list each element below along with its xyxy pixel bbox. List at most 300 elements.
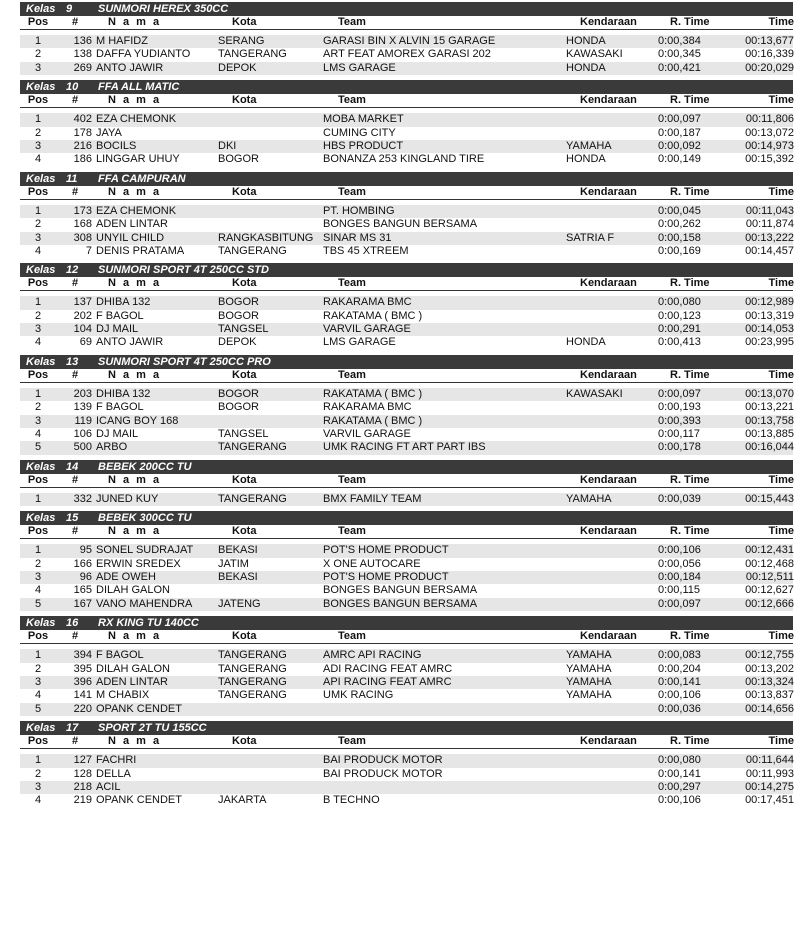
- cell-kendaraan: SATRIA F: [566, 231, 615, 244]
- cell-rtime: 0:00,115: [658, 584, 701, 597]
- header-pos: Pos: [27, 277, 49, 290]
- cell-num: 167: [73, 597, 92, 610]
- header-pos: Pos: [27, 735, 49, 748]
- cell-pos: 3: [34, 780, 42, 793]
- cell-rtime: 0:00,097: [658, 113, 701, 126]
- cell-team: POT'S HOME PRODUCT: [323, 544, 449, 557]
- cell-kota: DKI: [218, 139, 237, 152]
- class-label: Kelas: [26, 3, 56, 15]
- cell-num: 95: [79, 544, 92, 557]
- cell-pos: 1: [34, 754, 42, 767]
- class-title-bar: [20, 616, 793, 630]
- class-name: FFA CAMPURAN: [98, 172, 186, 185]
- cell-team: RAKATAMA ( BMC ): [323, 387, 423, 400]
- cell-num: 202: [73, 309, 92, 322]
- cell-pos: 3: [34, 61, 42, 74]
- cell-num: 166: [73, 557, 92, 570]
- class-number: 12: [66, 264, 79, 277]
- class-number: 10: [66, 81, 79, 94]
- result-row: [20, 310, 793, 323]
- cell-rtime: 0:00,056: [658, 557, 701, 570]
- header-time: Time: [768, 525, 794, 538]
- result-row: [20, 754, 793, 767]
- cell-rtime: 0:00,106: [658, 689, 701, 702]
- cell-rtime: 0:00,036: [658, 702, 701, 715]
- result-row: [20, 768, 793, 781]
- class-block: [20, 616, 793, 716]
- cell-pos: 2: [34, 767, 42, 780]
- cell-pos: 1: [34, 35, 42, 47]
- cell-num: 396: [73, 675, 92, 688]
- header-name: N a m a: [108, 368, 162, 381]
- class-name: FFA ALL MATIC: [98, 81, 180, 94]
- cell-kota: TANGERANG: [218, 48, 287, 61]
- cell-pos: 1: [34, 544, 42, 557]
- cell-pos: 1: [34, 387, 42, 400]
- cell-kota: BOGOR: [218, 309, 259, 322]
- header-rtime: R. Time: [670, 735, 710, 748]
- cell-name: M CHABIX: [96, 689, 150, 702]
- class-title-bar: [20, 460, 793, 474]
- cell-num: 139: [73, 401, 92, 414]
- cell-pos: 1: [34, 204, 42, 217]
- cell-kota: TANGERANG: [218, 441, 287, 454]
- cell-rtime: 0:00,117: [658, 428, 701, 441]
- cell-name: EZA CHEMONK: [96, 204, 177, 217]
- cell-name: OPANK CENDET: [96, 794, 182, 807]
- header-rtime: R. Time: [670, 185, 710, 198]
- cell-time: 00:12,666: [745, 597, 794, 610]
- result-row: [20, 493, 793, 506]
- result-row: [20, 544, 793, 557]
- cell-team: ART FEAT AMOREX GARASI 202: [323, 48, 491, 61]
- header-kota: Kota: [232, 16, 257, 28]
- cell-name: ADE OWEH: [96, 570, 156, 583]
- class-name: SPORT 2T TU 155CC: [98, 722, 207, 735]
- header-team: Team: [338, 16, 366, 28]
- class-label: Kelas: [26, 722, 56, 735]
- cell-team: B TECHNO: [323, 794, 380, 807]
- cell-num: 500: [73, 441, 92, 454]
- cell-name: DJ MAIL: [96, 323, 139, 336]
- class-name: SUNMORI HEREX 350CC: [98, 3, 229, 15]
- cell-name: DJ MAIL: [96, 428, 139, 441]
- result-row: [20, 113, 793, 126]
- result-row: [20, 323, 793, 336]
- cell-time: 00:13,677: [745, 35, 794, 47]
- header-team: Team: [338, 277, 366, 290]
- cell-num: 138: [73, 48, 92, 61]
- cell-name: ARBO: [96, 441, 128, 454]
- result-row: [20, 558, 793, 571]
- cell-name: DELLA: [96, 767, 131, 780]
- class-block: [20, 2, 793, 75]
- cell-time: 00:16,339: [745, 48, 794, 61]
- cell-time: 00:17,451: [745, 794, 794, 807]
- cell-num: 218: [73, 780, 92, 793]
- cell-time: 00:13,758: [745, 414, 794, 427]
- cell-rtime: 0:00,080: [658, 754, 701, 767]
- cell-kendaraan: KAWASAKI: [566, 387, 623, 400]
- cell-time: 00:11,874: [745, 218, 794, 231]
- cell-name: DILAH GALON: [96, 584, 170, 597]
- header-time: Time: [768, 630, 794, 643]
- cell-team: API RACING FEAT AMRC: [323, 675, 452, 688]
- header-num: #: [71, 185, 79, 198]
- cell-time: 00:16,044: [745, 441, 794, 454]
- header-kota: Kota: [232, 473, 257, 486]
- cell-team: BMX FAMILY TEAM: [323, 492, 422, 505]
- cell-kota: TANGSEL: [218, 428, 269, 441]
- class-block: [20, 80, 793, 167]
- header-rtime: R. Time: [670, 277, 710, 290]
- cell-team: RAKARAMA BMC: [323, 401, 412, 414]
- cell-name: JUNED KUY: [96, 492, 159, 505]
- header-rtime: R. Time: [670, 94, 710, 107]
- class-title-bar: [20, 721, 793, 735]
- class-title-bar: [20, 80, 793, 94]
- cell-num: 168: [73, 218, 92, 231]
- cell-kota: BOGOR: [218, 401, 259, 414]
- class-title-bar: [20, 2, 793, 16]
- cell-team: BONGES BANGUN BERSAMA: [323, 597, 478, 610]
- cell-rtime: 0:00,141: [658, 767, 701, 780]
- header-kendaraan: Kendaraan: [580, 735, 637, 748]
- cell-rtime: 0:00,187: [658, 126, 701, 139]
- cell-num: 308: [73, 231, 92, 244]
- column-header: [20, 630, 793, 644]
- cell-pos: 3: [34, 675, 42, 688]
- cell-name: ERWIN SREDEX: [96, 557, 181, 570]
- cell-time: 00:12,431: [745, 544, 794, 557]
- cell-kota: BEKASI: [218, 570, 258, 583]
- header-num: #: [71, 16, 79, 28]
- cell-rtime: 0:00,184: [658, 570, 701, 583]
- cell-time: 00:12,511: [745, 570, 794, 583]
- cell-name: ADEN LINTAR: [96, 675, 168, 688]
- class-label: Kelas: [26, 355, 56, 368]
- result-row: [20, 794, 793, 807]
- cell-kota: DEPOK: [218, 336, 257, 349]
- class-name: BEBEK 300CC TU: [98, 512, 192, 525]
- cell-pos: 3: [34, 570, 42, 583]
- cell-num: 96: [79, 570, 92, 583]
- cell-pos: 4: [34, 689, 42, 702]
- class-name: BEBEK 200CC TU: [98, 460, 192, 473]
- cell-name: JAYA: [96, 126, 122, 139]
- cell-time: 00:13,885: [745, 428, 794, 441]
- cell-time: 00:13,221: [745, 401, 794, 414]
- header-kendaraan: Kendaraan: [580, 630, 637, 643]
- class-number: 15: [66, 512, 79, 525]
- header-kota: Kota: [232, 94, 257, 107]
- cell-name: ICANG BOY 168: [96, 414, 179, 427]
- cell-time: 00:14,053: [745, 323, 794, 336]
- cell-num: 186: [73, 153, 92, 166]
- cell-name: DHIBA 132: [96, 387, 151, 400]
- cell-pos: 1: [34, 113, 42, 126]
- cell-name: DHIBA 132: [96, 296, 151, 309]
- cell-team: RAKATAMA ( BMC ): [323, 414, 423, 427]
- header-kota: Kota: [232, 735, 257, 748]
- cell-time: 00:14,457: [745, 244, 794, 257]
- cell-time: 00:23,995: [745, 336, 794, 349]
- class-label: Kelas: [26, 264, 56, 277]
- header-num: #: [71, 525, 79, 538]
- cell-rtime: 0:00,045: [658, 204, 701, 217]
- cell-time: 00:15,392: [745, 153, 794, 166]
- cell-team: BONGES BANGUN BERSAMA: [323, 218, 478, 231]
- header-name: N a m a: [108, 277, 162, 290]
- result-row: [20, 153, 793, 166]
- cell-pos: 4: [34, 428, 42, 441]
- cell-pos: 1: [34, 296, 42, 309]
- result-row: [20, 676, 793, 689]
- cell-num: 332: [73, 492, 92, 505]
- cell-team: VARVIL GARAGE: [323, 428, 411, 441]
- cell-pos: 2: [34, 662, 42, 675]
- header-num: #: [71, 277, 79, 290]
- cell-num: 216: [73, 139, 92, 152]
- class-block: [20, 721, 793, 808]
- result-row: [20, 205, 793, 218]
- cell-rtime: 0:00,421: [658, 61, 701, 74]
- cell-pos: 2: [34, 126, 42, 139]
- header-rtime: R. Time: [670, 16, 710, 28]
- cell-team: UMK RACING: [323, 689, 394, 702]
- class-block: [20, 355, 793, 455]
- header-kendaraan: Kendaraan: [580, 368, 637, 381]
- cell-kendaraan: YAMAHA: [566, 689, 612, 702]
- result-row: [20, 584, 793, 597]
- cell-kota: TANGERANG: [218, 244, 287, 257]
- cell-team: RAKATAMA ( BMC ): [323, 309, 423, 322]
- cell-kendaraan: YAMAHA: [566, 139, 612, 152]
- cell-pos: 2: [34, 309, 42, 322]
- cell-name: EZA CHEMONK: [96, 113, 177, 126]
- result-row: [20, 62, 793, 75]
- cell-team: BAI PRODUCK MOTOR: [323, 754, 443, 767]
- cell-pos: 4: [34, 794, 42, 807]
- cell-kendaraan: KAWASAKI: [566, 48, 623, 61]
- cell-pos: 3: [34, 323, 42, 336]
- cell-team: VARVIL GARAGE: [323, 323, 411, 336]
- header-pos: Pos: [27, 525, 49, 538]
- header-num: #: [71, 473, 79, 486]
- cell-rtime: 0:00,097: [658, 387, 701, 400]
- cell-num: 136: [73, 35, 92, 47]
- class-label: Kelas: [26, 617, 56, 630]
- cell-team: BONANZA 253 KINGLAND TIRE: [323, 153, 485, 166]
- cell-kendaraan: YAMAHA: [566, 675, 612, 688]
- cell-kota: JATENG: [218, 597, 261, 610]
- cell-num: 178: [73, 126, 92, 139]
- cell-pos: 2: [34, 557, 42, 570]
- header-pos: Pos: [27, 94, 49, 107]
- cell-time: 00:13,319: [745, 309, 794, 322]
- cell-rtime: 0:00,097: [658, 597, 701, 610]
- result-row: [20, 35, 793, 48]
- cell-rtime: 0:00,413: [658, 336, 701, 349]
- cell-num: 7: [85, 244, 92, 257]
- cell-team: TBS 45 XTREEM: [323, 244, 409, 257]
- result-row: [20, 127, 793, 140]
- cell-kendaraan: HONDA: [566, 35, 606, 47]
- cell-name: BOCILS: [96, 139, 137, 152]
- result-row: [20, 663, 793, 676]
- cell-pos: 5: [34, 441, 42, 454]
- cell-time: 00:13,070: [745, 387, 794, 400]
- cell-rtime: 0:00,393: [658, 414, 701, 427]
- cell-name: M HAFIDZ: [96, 35, 148, 47]
- column-header: [20, 735, 793, 749]
- class-title-bar: [20, 263, 793, 277]
- cell-num: 173: [73, 204, 92, 217]
- cell-team: POT'S HOME PRODUCT: [323, 570, 449, 583]
- cell-team: CUMING CITY: [323, 126, 396, 139]
- header-num: #: [71, 94, 79, 107]
- result-row: [20, 48, 793, 61]
- cell-team: HBS PRODUCT: [323, 139, 404, 152]
- result-row: [20, 232, 793, 245]
- cell-kota: TANGERANG: [218, 675, 287, 688]
- cell-name: DILAH GALON: [96, 662, 170, 675]
- header-kendaraan: Kendaraan: [580, 473, 637, 486]
- cell-time: 00:13,837: [745, 689, 794, 702]
- result-row: [20, 401, 793, 414]
- cell-rtime: 0:00,169: [658, 244, 701, 257]
- cell-name: ANTO JAWIR: [96, 336, 164, 349]
- cell-team: RAKARAMA BMC: [323, 296, 412, 309]
- cell-time: 00:20,029: [745, 61, 794, 74]
- cell-pos: 4: [34, 584, 42, 597]
- cell-team: MOBA MARKET: [323, 113, 404, 126]
- header-name: N a m a: [108, 630, 162, 643]
- cell-kendaraan: HONDA: [566, 153, 606, 166]
- cell-time: 00:12,627: [745, 584, 794, 597]
- cell-kota: TANGERANG: [218, 649, 287, 662]
- cell-rtime: 0:00,204: [658, 662, 701, 675]
- cell-rtime: 0:00,039: [658, 492, 701, 505]
- cell-name: VANO MAHENDRA: [96, 597, 193, 610]
- cell-rtime: 0:00,080: [658, 296, 701, 309]
- class-name: SUNMORI SPORT 4T 250CC STD: [98, 264, 269, 277]
- cell-team: ADI RACING FEAT AMRC: [323, 662, 453, 675]
- cell-team: AMRC API RACING: [323, 649, 422, 662]
- cell-kendaraan: HONDA: [566, 61, 606, 74]
- column-header: [20, 277, 793, 291]
- cell-kota: BOGOR: [218, 153, 259, 166]
- header-rtime: R. Time: [670, 630, 710, 643]
- header-rtime: R. Time: [670, 473, 710, 486]
- header-pos: Pos: [27, 16, 49, 28]
- header-kota: Kota: [232, 277, 257, 290]
- cell-time: 00:11,806: [745, 113, 794, 126]
- class-block: [20, 460, 793, 506]
- cell-pos: 2: [34, 48, 42, 61]
- result-row: [20, 428, 793, 441]
- header-kendaraan: Kendaraan: [580, 16, 637, 28]
- cell-name: LINGGAR UHUY: [96, 153, 180, 166]
- cell-kota: TANGERANG: [218, 689, 287, 702]
- class-block: [20, 172, 793, 259]
- header-pos: Pos: [27, 368, 49, 381]
- cell-kota: TANGERANG: [218, 492, 287, 505]
- cell-pos: 2: [34, 401, 42, 414]
- cell-rtime: 0:00,141: [658, 675, 701, 688]
- cell-kota: JAKARTA: [218, 794, 267, 807]
- column-header: [20, 474, 793, 488]
- result-row: [20, 415, 793, 428]
- cell-team: SINAR MS 31: [323, 231, 392, 244]
- header-kendaraan: Kendaraan: [580, 525, 637, 538]
- cell-name: SONEL SUDRAJAT: [96, 544, 194, 557]
- cell-kendaraan: YAMAHA: [566, 649, 612, 662]
- header-kendaraan: Kendaraan: [580, 277, 637, 290]
- cell-num: 127: [73, 754, 92, 767]
- header-name: N a m a: [108, 16, 162, 28]
- header-team: Team: [338, 735, 366, 748]
- result-row: [20, 571, 793, 584]
- cell-rtime: 0:00,106: [658, 544, 701, 557]
- cell-num: 269: [73, 61, 92, 74]
- cell-time: 00:12,755: [745, 649, 794, 662]
- header-kota: Kota: [232, 630, 257, 643]
- header-num: #: [71, 630, 79, 643]
- header-time: Time: [768, 185, 794, 198]
- class-title-bar: [20, 355, 793, 369]
- cell-num: 104: [73, 323, 92, 336]
- cell-time: 00:14,275: [745, 780, 794, 793]
- class-label: Kelas: [26, 460, 56, 473]
- cell-kota: SERANG: [218, 35, 265, 47]
- cell-team: GARASI BIN X ALVIN 15 GARAGE: [323, 35, 496, 47]
- header-time: Time: [768, 473, 794, 486]
- header-team: Team: [338, 368, 366, 381]
- cell-num: 203: [73, 387, 92, 400]
- cell-pos: 3: [34, 414, 42, 427]
- cell-name: DENIS PRATAMA: [96, 244, 185, 257]
- cell-team: LMS GARAGE: [323, 336, 396, 349]
- cell-name: FACHRI: [96, 754, 137, 767]
- header-rtime: R. Time: [670, 525, 710, 538]
- column-header: [20, 186, 793, 200]
- cell-kota: DEPOK: [218, 61, 257, 74]
- header-kendaraan: Kendaraan: [580, 185, 637, 198]
- cell-pos: 4: [34, 153, 42, 166]
- cell-num: 128: [73, 767, 92, 780]
- cell-time: 00:15,443: [745, 492, 794, 505]
- cell-rtime: 0:00,178: [658, 441, 701, 454]
- cell-pos: 1: [34, 649, 42, 662]
- cell-num: 106: [73, 428, 92, 441]
- cell-time: 00:13,072: [745, 126, 794, 139]
- cell-kendaraan: YAMAHA: [566, 662, 612, 675]
- cell-num: 69: [79, 336, 92, 349]
- header-team: Team: [338, 473, 366, 486]
- cell-pos: 1: [34, 492, 42, 505]
- header-name: N a m a: [108, 525, 162, 538]
- cell-time: 00:11,644: [745, 754, 794, 767]
- result-row: [20, 296, 793, 309]
- class-number: 14: [66, 460, 79, 473]
- cell-kota: BEKASI: [218, 544, 258, 557]
- cell-num: 165: [73, 584, 92, 597]
- header-team: Team: [338, 525, 366, 538]
- header-kota: Kota: [232, 185, 257, 198]
- cell-rtime: 0:00,092: [658, 139, 701, 152]
- cell-num: 395: [73, 662, 92, 675]
